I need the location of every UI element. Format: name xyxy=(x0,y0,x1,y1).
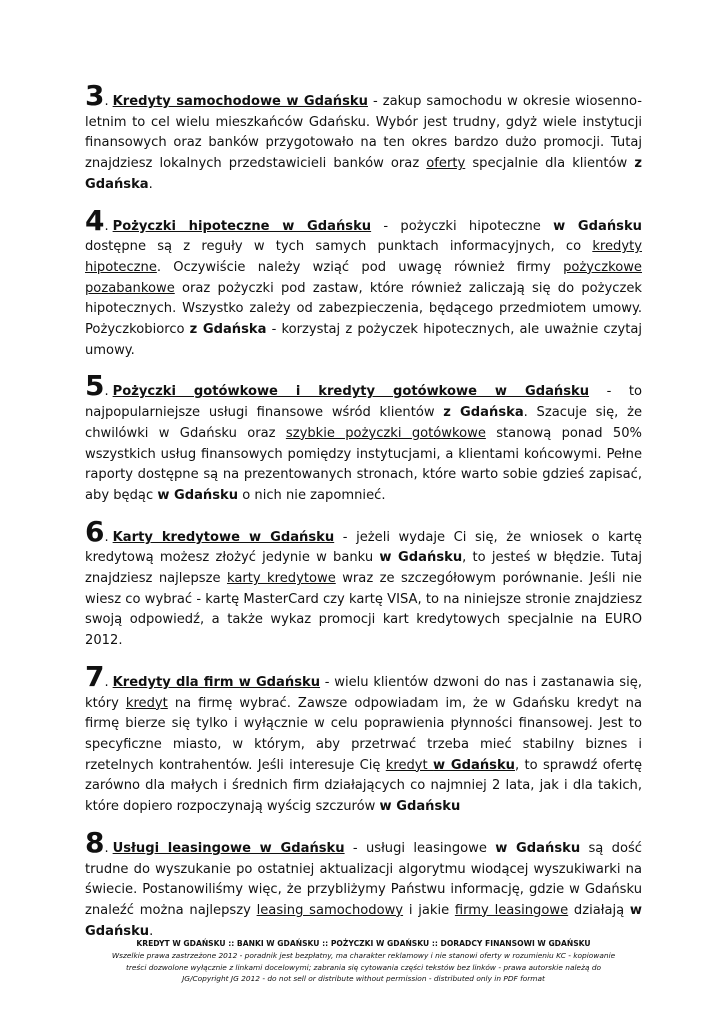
bold-phrase: z Gdańska xyxy=(85,156,642,192)
section-text: . Szacuje się, że chwilówki w Gdańsku oraz xyxy=(85,405,642,441)
section-text: na firmę wybrać. Zawsze odpowiadam im, że w Gdańsku kredyt na firmę bierze się tylko i wyłącznie w celu poprawienia płynności finansowej. Jest to specyficzne miasto, w którym, aby przetrwać trzeba mieć stabilny biznes i rzetelnych kontrahentów. Jeśli interesuje Cię xyxy=(85,695,643,773)
section-heading: Usługi leasingowe w Gdańsku xyxy=(112,840,345,856)
bold-phrase: z Gdańska xyxy=(443,405,524,421)
bold-phrase: w Gdańsku xyxy=(157,487,239,503)
section-text: działają xyxy=(568,902,630,918)
document-body xyxy=(85,79,643,957)
footer-copyright-line: treści dozwolone wyłącznie z linkami docelowymi; zabrania się cytowania części tekstów bez linków - prawa autorskie należą do xyxy=(125,962,602,972)
underlined-link[interactable]: kredyt xyxy=(385,757,434,773)
section-6 xyxy=(85,514,642,652)
bold-phrase: w Gdańsku xyxy=(495,840,581,856)
underlined-link[interactable]: w Gdańsku xyxy=(433,757,515,773)
bold-phrase: z Gdańska xyxy=(189,322,267,338)
section-number-dot: . xyxy=(104,384,109,400)
section-number: 5 xyxy=(85,369,105,403)
underlined-link[interactable]: pożyczkowe pozabankowe xyxy=(85,259,642,296)
section-7 xyxy=(85,659,643,818)
section-text: specjalnie dla klientów xyxy=(465,156,635,172)
section-text: - to najpopularniejsze usługi finansowe wśród klientów xyxy=(85,384,642,421)
section-text: , to jesteś w błędzie. Tutaj znajdziesz najlepsze xyxy=(85,550,642,587)
section-text: . Oczywiście należy wziąć pod uwagę również firmy xyxy=(156,259,564,275)
section-text: - zakup samochodu w okresie wiosenno-letnim to cel wielu mieszkańców Gdańsku. Wybór jest trudny, gdyż wiele instytucji finansowych oraz banków przygotowało na ten okres bardzo dużo promocji. Tutaj znajdziesz lokalnych przedstawicieli banków oraz xyxy=(85,94,642,172)
section-text: wraz ze szczegółowym porównanie. Jeśli nie wiesz co wybrać - kartę MasterCard czy kartę VISA, to na niniejsze stronie znajdziesz swoją odpowiedź, a także wykaz promocji kart kredytowych specjalnie na EURO 2012. xyxy=(85,571,642,649)
underlined-link[interactable]: firmy leasingowe xyxy=(454,902,569,918)
section-text: - usługi leasingowe xyxy=(344,840,496,856)
underlined-link[interactable]: oferty xyxy=(426,156,466,172)
section-text: . xyxy=(149,923,154,939)
section-text: - korzystaj z pożyczek hipotecznych, ale uważnie czytaj umowy. xyxy=(85,322,642,358)
section-text: stanową ponad 50% wszystkich usług finansowych pomiędzy instytucjami, a klientami końcowymi. Pełne raporty dostępne są na prezentowanych stronach, które warto sobie gdzieś zapisać, aby będąc xyxy=(85,425,642,503)
underlined-link[interactable]: szybkie pożyczki gotówkowe xyxy=(285,425,486,441)
section-heading: Pożyczki hipoteczne w Gdańsku xyxy=(112,218,372,234)
section-3 xyxy=(85,79,642,196)
section-heading: Kredyty samochodowe w Gdańsku xyxy=(112,94,368,109)
underlined-link[interactable]: kredyt xyxy=(125,695,168,711)
section-number-dot: . xyxy=(104,529,109,545)
section-text: dostępne są z reguły w tych samych punktach informacyjnych, co xyxy=(85,239,593,255)
section-text: . xyxy=(148,176,153,192)
bold-phrase: w Gdańsku xyxy=(379,799,461,815)
section-text: - jeżeli wydaje Ci się, że wniosek o kartę kredytową możesz złożyć jedynie w banku xyxy=(85,529,642,566)
section-number: 8 xyxy=(85,825,105,859)
section-text: - pożyczki hipoteczne xyxy=(371,218,554,234)
section-number: 3 xyxy=(85,79,105,112)
section-text: są dość trudne do wyszukanie po ostatniej aktualizacji algorytmu wiodącej wyszukiwarki na świecie. Postanowiliśmy więc, że przybliżymy Państwu informację, gdzie w Gdańsku znaleźć można najlepszy xyxy=(85,840,642,918)
section-heading: Karty kredytowe w Gdańsku xyxy=(112,529,335,545)
footer-copyright-line: JG/Copyright JG 2012 - do not sell or distribute without permission - distributed only in PDF format xyxy=(182,974,545,984)
bold-phrase: w Gdańsku xyxy=(379,550,463,566)
footer-title: KREDYT W GDAŃSKU :: BANKI W GDAŃSKU :: POŻYCZKI W GDAŃSKU :: DORADCY FINANSOWI W GDAŃSKU xyxy=(136,939,591,948)
section-text: oraz pożyczki pod zastaw, które również zaliczają się do pożyczek hipotecznych. Wszystko zależy od zabezpieczenia, będącego przedmiotem umowy. Pożyczkobiorco xyxy=(85,280,642,338)
section-text: i jakie xyxy=(403,902,455,918)
section-heading: Pożyczki gotówkowe i kredyty gotówkowe w Gdańsku xyxy=(112,384,590,400)
section-number-dot: . xyxy=(104,674,109,690)
section-number: 4 xyxy=(85,203,105,237)
underlined-link[interactable]: leasing samochodowy xyxy=(256,902,404,918)
section-text: , to sprawdź ofertę zarówno dla małych i średnich firm działających co najmniej 2 lata, jak i dla takich, które dopiero rozpoczynają wyścig szczurów xyxy=(85,757,642,815)
section-text: o nich nie zapomnieć. xyxy=(238,487,386,503)
section-number-dot: . xyxy=(104,94,109,109)
section-heading: Kredyty dla firm w Gdańsku xyxy=(112,674,321,690)
section-5 xyxy=(85,369,642,506)
underlined-link[interactable]: kredyty hipoteczne xyxy=(85,239,642,275)
section-number-dot: . xyxy=(104,840,109,856)
bold-phrase: w Gdańsku xyxy=(553,218,642,234)
underlined-link[interactable]: karty kredytowe xyxy=(226,571,336,587)
section-8 xyxy=(85,825,643,943)
section-text: - wielu klientów dzwoni do nas i zastanawia się, który xyxy=(85,674,642,711)
bold-phrase: w Gdańsku xyxy=(85,902,643,939)
section-number: 6 xyxy=(85,514,105,548)
section-4 xyxy=(85,203,642,362)
page-footer xyxy=(85,938,642,985)
section-number: 7 xyxy=(85,659,105,693)
footer-copyright-line: Wszelkie prawa zastrzeżone 2012 - poradnik jest bezpłatny, ma charakter reklamowy i nie stanowi oferty w rozumieniu KC - kopiowanie xyxy=(111,950,616,960)
section-number-dot: . xyxy=(104,218,109,234)
